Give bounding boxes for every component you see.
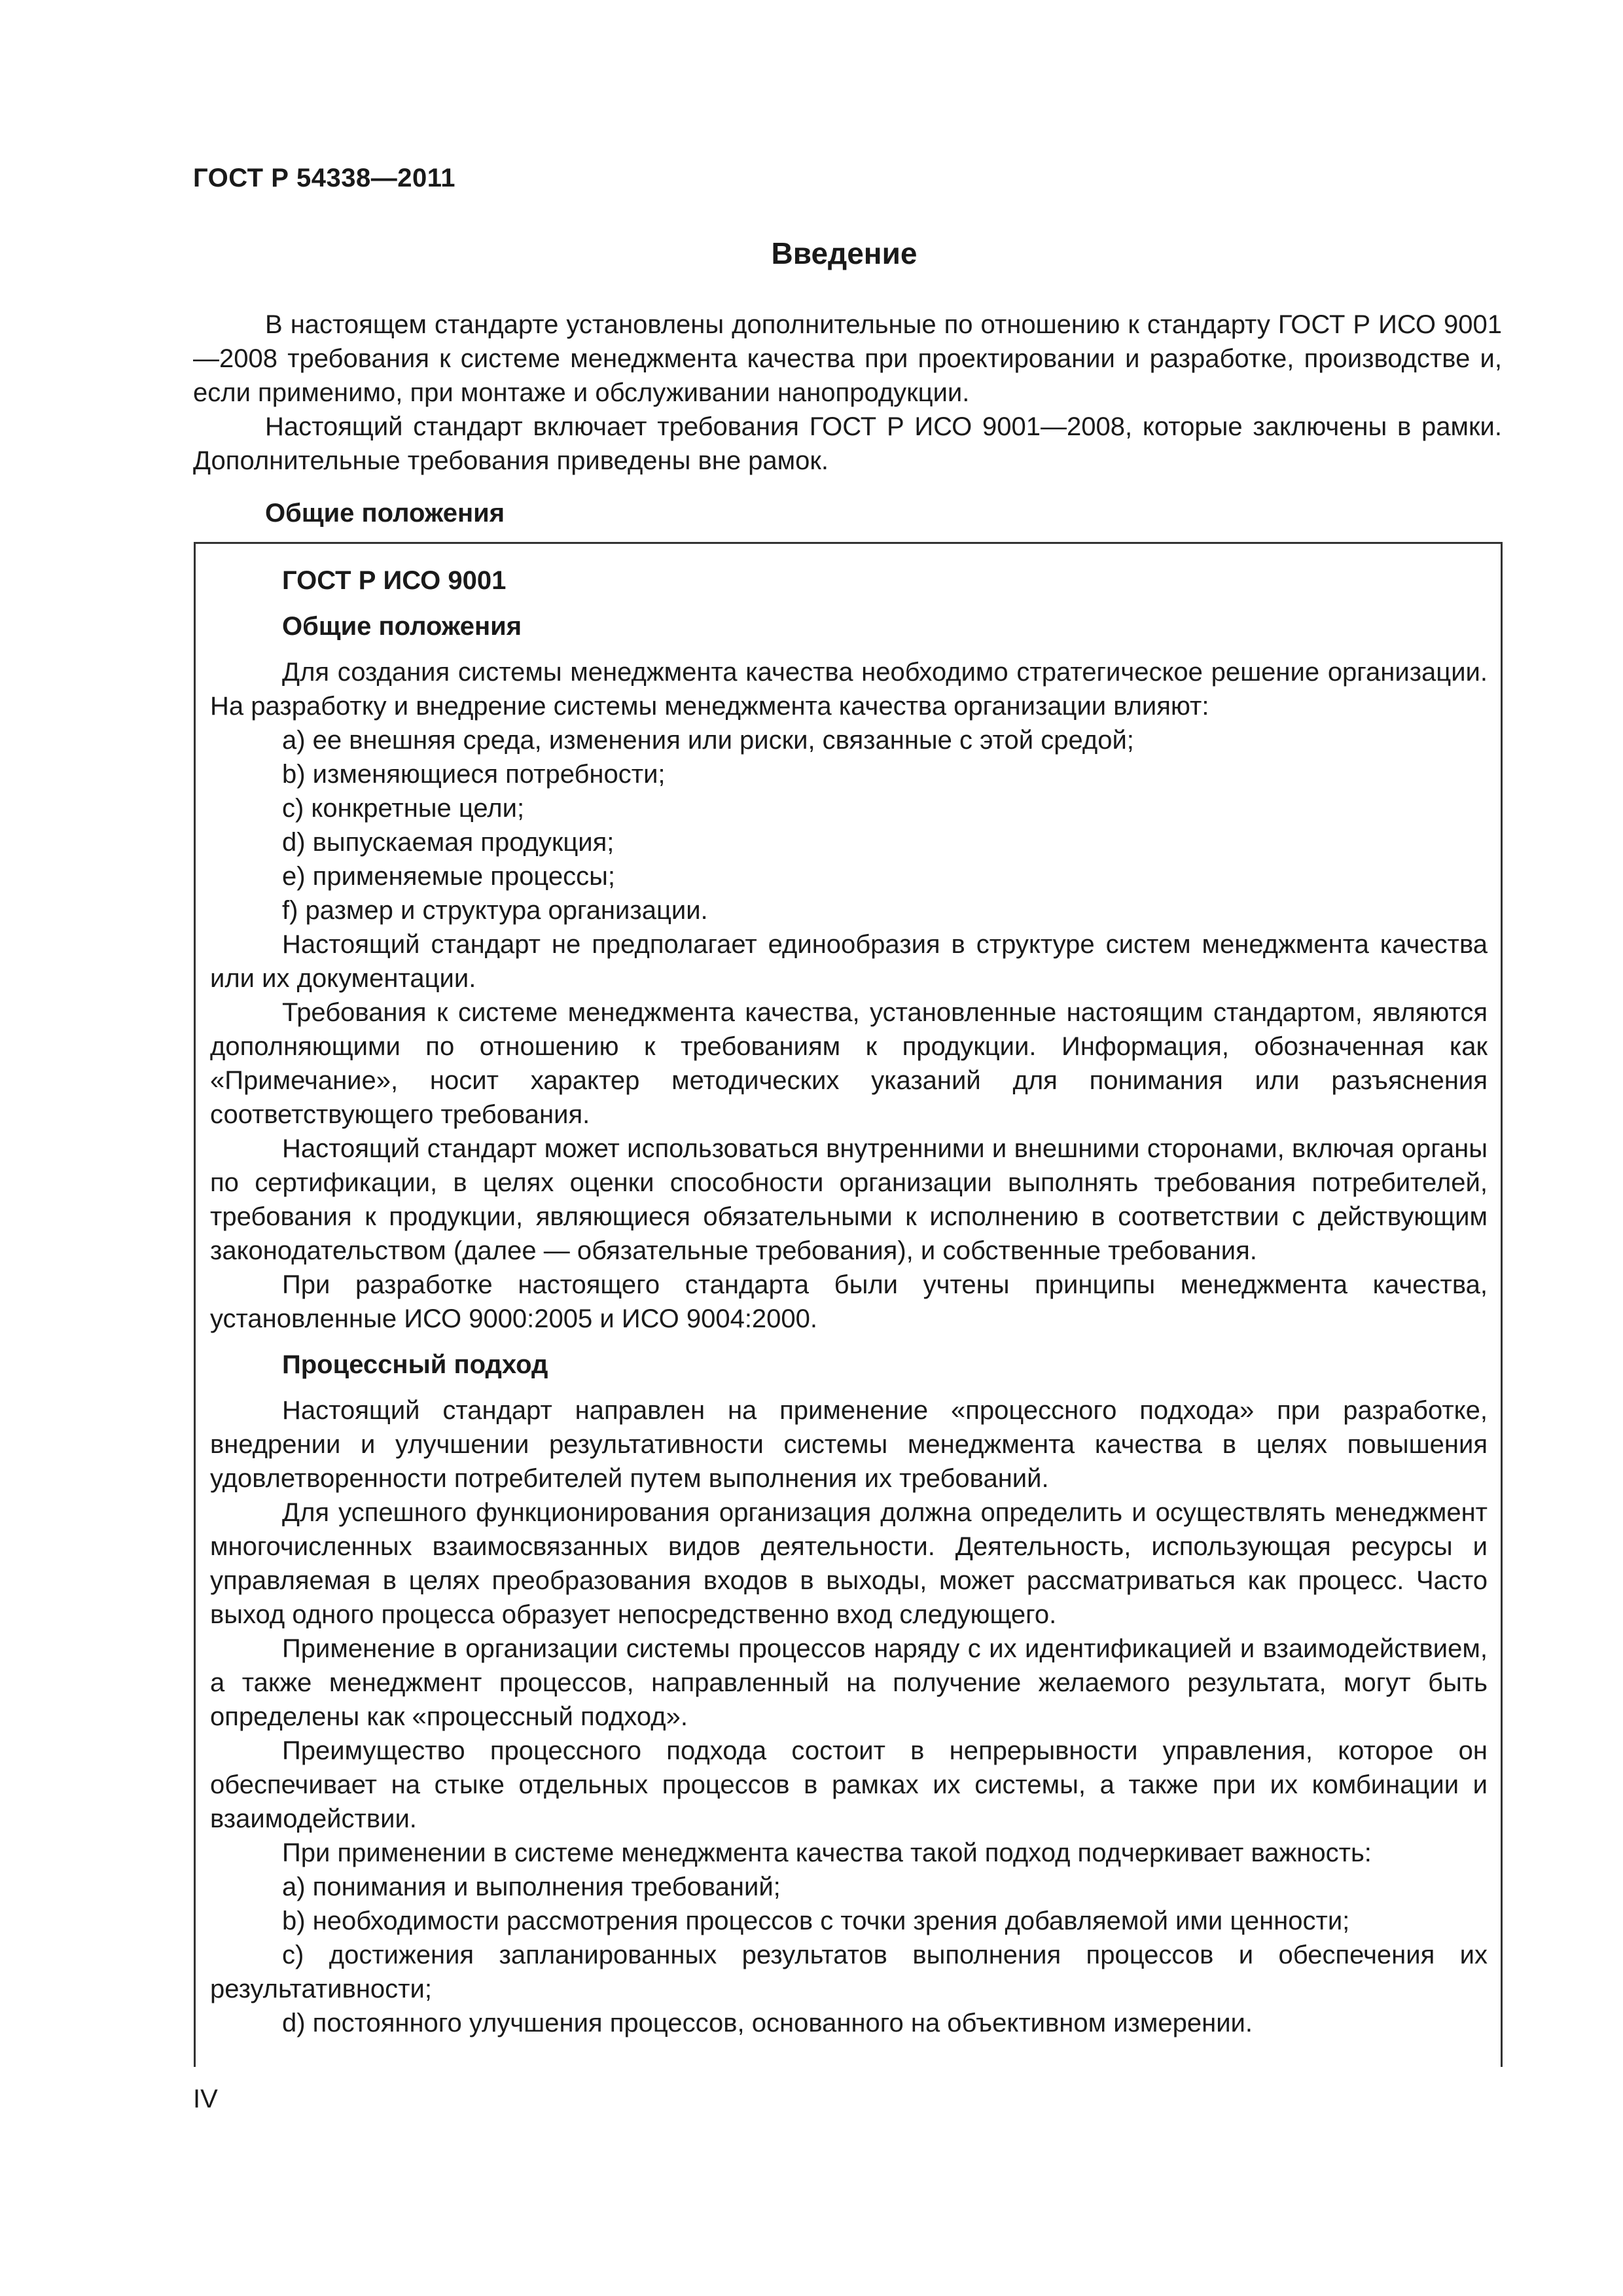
list-item: b) необходимости рассмотрения процессов с точки зрения добавляемой ими ценности; [282,1907,1350,1935]
intro-text [193,308,1502,478]
box-paragraph: Для успешного функционирования организация должна определить и осуществлять менеджмент многочисленных взаимосвязанных видов деятельности. Деятельность, использующая ресурсы и управляемая в целях преобразования входов в выходы, может рассматриваться как процесс. Часто выход одного процесса образует непосредственно вход следующего. [210,1498,1488,1629]
subsection-heading: Общие положения [282,612,522,641]
box-paragraph: Настоящий стандарт не предполагает единообразия в структуре систем менеджмента качества или их документации. [210,930,1488,993]
page-number: IV [193,2085,218,2113]
section-heading: Общие положения [265,499,505,528]
list-item: b) изменяющиеся потребности; [282,760,666,789]
list-item: d) выпускаемая продукция; [282,828,615,857]
box-paragraph: Настоящий стандарт может использоваться внутренними и внешними сторонами, включая органы по сертификации, в целях оценки способности организации выполнять требования потребителей, требования к продукции, являющиеся обязательными к исполнению в соответствии с действующим законодательством (далее — обязательные требования), и собственные требования. [210,1134,1488,1265]
quoted-standard-frame [194,542,1503,2067]
box-paragraph: При применении в системе менеджмента качества такой подход подчеркивает важность: [282,1839,1372,1867]
box-paragraph: Применение в организации системы процессов наряду с их идентификацией и взаимодействием, а также менеджмент процессов, направленный на получение желаемого результата, могут быть определены как «процессный подход». [210,1634,1488,1731]
box-paragraph: При разработке настоящего стандарта были учтены принципы менеджмента качества, установленные ИСО 9000:2005 и ИСО 9004:2000. [210,1270,1488,1333]
list-item: a) ее внешняя среда, изменения или риски, связанные с этой средой; [282,726,1134,755]
intro-paragraph: В настоящем стандарте установлены дополнительные по отношению к стандарту ГОСТ Р ИСО 9001—2008 требования к системе менеджмента качества при проектировании и разработке, производстве и, если применимо, при монтаже и обслуживании нанопродукции. [193,310,1502,407]
document-id: ГОСТ Р 54338—2011 [193,164,455,192]
box-paragraph: Настоящий стандарт направлен на применение «процессного подхода» при разработке, внедрении и улучшении результативности системы менеджмента качества в целях повышения удовлетворенности потребителей путем выполнения их требований. [210,1396,1488,1493]
page-title: Введение [771,236,918,270]
list-item: f) размер и структура организации. [282,896,708,925]
box-paragraph: Преимущество процессного подхода состоит в непрерывности управления, которое он обеспечивает на стыке отдельных процессов в рамках их системы, а также при их комбинации и взаимодействии. [210,1736,1488,1833]
list-item: a) понимания и выполнения требований; [282,1873,781,1901]
box-paragraph: Для создания системы менеджмента качества необходимо стратегическое решение организации. На разработку и внедрение системы менеджмента качества организации влияют: [210,658,1488,721]
list-item: c) конкретные цели; [282,794,525,823]
list-item: c) достижения запланированных результатов выполнения процессов и обеспечения их результативности; [210,1941,1488,2003]
intro-paragraph: Настоящий стандарт включает требования ГОСТ Р ИСО 9001—2008, которые заключены в рамки. Дополнительные требования приведены вне рамок. [193,412,1502,475]
list-item: e) применяемые процессы; [282,862,616,891]
list-item: d) постоянного улучшения процессов, основанного на объективном измерении. [282,2009,1253,2037]
box-paragraph: Требования к системе менеджмента качества, установленные настоящим стандартом, являются дополняющими по отношению к требованиям к продукции. Информация, обозначенная как «Примечание», носит характер методических указаний для понимания или разъяснения соответствующего требования. [210,998,1488,1129]
subsection-heading: Процессный подход [282,1350,548,1379]
standard-reference: ГОСТ Р ИСО 9001 [282,566,507,595]
